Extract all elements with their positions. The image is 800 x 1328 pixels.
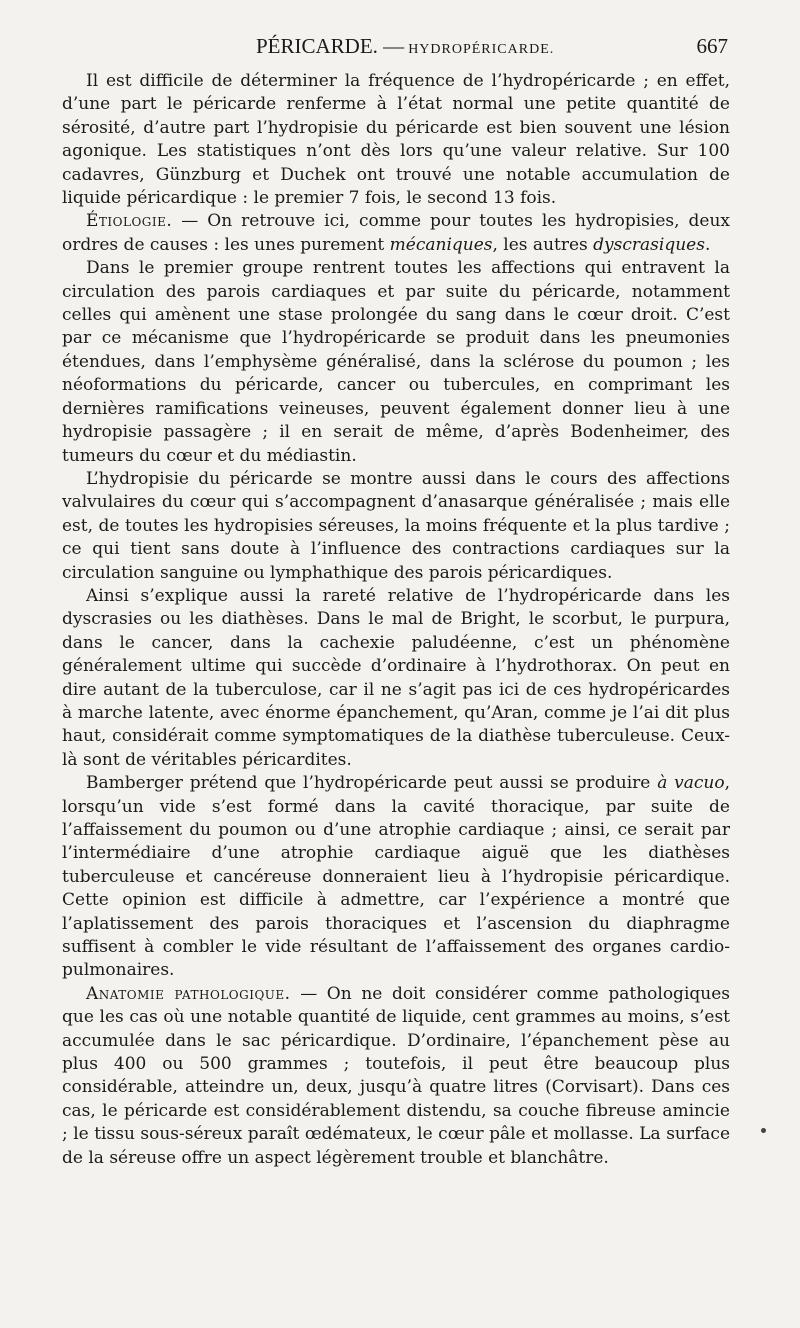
page-number: 667 <box>696 34 728 58</box>
paragraph-valvular: L’hydropisie du péricarde se montre aussi dans le cours des affections valvulaires du cœur qui s’accompagnent d’anasarque généralisée ; mais elle est, de toutes les hydropisies séreuses, la moins fréquente et la plus tardive ; ce qui tient sans doute à l’influence des contractions cardiaques sur la circulation sanguine ou lymphathique des parois péricardiques. <box>62 468 730 583</box>
paragraph-dyscrasias: Ainsi s’explique aussi la rareté relative de l’hydropéricarde dans les dyscrasies ou les diathèses. Dans le mal de Bright, le scorbut, le purpura, dans le cancer, dans la cachexie paludéenne, c’est un phénomène généralement ultime qui succède d’ordinaire à l’hydrothorax. On peut en dire autant de la tuberculose, car il ne s’agit pas ici de ces hydropéricardes à marche latente, avec énorme épanchement, qu’Aran, comme je l’ai dit plus haut, considérait comme symptomatiques de la diathèse tuberculeuse. Ceux-là sont de véritables péricardites. <box>62 585 730 770</box>
section-heading-etiology: Étiologie. <box>86 211 173 232</box>
running-subtitle: HYDROPÉRICARDE. <box>408 42 555 57</box>
paragraph-frequency: Il est difficile de déterminer la fréquence de l’hydropéricarde ; en effet, d’une part le péricarde renferme à l’état normal une petite quantité de sérosité, d’autre part l’hydropisie du péricarde est bien souvent une lésion agonique. Les statistiques n’ont dès lors qu’une valeur relative. Sur 100 cadavres, Günzburg et Duchek ont trouvé une notable accumulation de liquide péricardique : le premier 7 fois, le second 13 fois. <box>62 71 730 209</box>
paragraph-etiology: Étiologie. — On retrouve ici, comme pour toutes les hydropisies, deux ordres de causes : les unes purement mécaniques, les autres dyscrasiques. <box>62 211 730 255</box>
paragraph-mechanical-causes: Dans le premier groupe rentrent toutes les affections qui entravent la circulation des parois cardiaques et par suite du péricarde, notamment celles qui amènent une stase prolongée du sang dans le cœur droit. C’est par ce mécanisme que l’hydropéricarde se produit dans les pneumonies étendues, dans l’emphysème généralisé, dans la sclérose du poumon ; les néoformations du péricarde, cancer ou tubercules, en comprimant les dernières ramifications veineuses, peuvent également donner lieu à une hydropisie passagère ; il en serait de même, d’après Bodenheimer, des tumeurs du cœur et du médiastin. <box>62 258 730 466</box>
paragraph-pathology: Anatomie pathologique. — On ne doit considérer comme pathologiques que les cas où une notable quantité de liquide, cent grammes au moins, s’est accumulée dans le sac péricardique. D’ordinaire, l’épanchement pèse au plus 400 ou 500 grammes ; toutefois, il peut être beaucoup plus considérable, atteindre un, deux, jusqu’à quatre litres (Corvisart). Dans ces cas, le péricarde est considérablement distendu, sa couche fibreuse amincie ; le tissu sous-séreux paraît œdémateux, le cœur pâle et mollasse. La surface de la séreuse offre un aspect légèrement trouble et blanchâtre. <box>62 983 730 1168</box>
section-heading-pathology: Anatomie pathologique. <box>86 983 291 1004</box>
running-header <box>60 34 728 64</box>
paragraph-bamberger: Bamberger prétend que l’hydropéricarde peut aussi se produire à vacuo, lorsqu’un vide s’est formé dans la cavité thoracique, par suite de l’affaissement du poumon ou d’une atrophie cardiaque ; ainsi, ce serait par l’intermédiaire d’une atrophie cardiaque aiguë que les diathèses tuberculeuse et cancéreuse donneraient lieu à l’hydropisie péricardique. Cette opinion est difficile à admettre, car l’expérience a montré que l’aplatissement des parois thoraciques et l’ascension du diaphragme suffisent à combler le vide résultant de l’affaissement des organes cardio-pulmonaires. <box>62 773 730 981</box>
body-text <box>62 70 730 1170</box>
running-title: PÉRICARDE. — HYDROPÉRICARDE. <box>256 34 555 58</box>
margin-dot <box>761 1128 766 1133</box>
